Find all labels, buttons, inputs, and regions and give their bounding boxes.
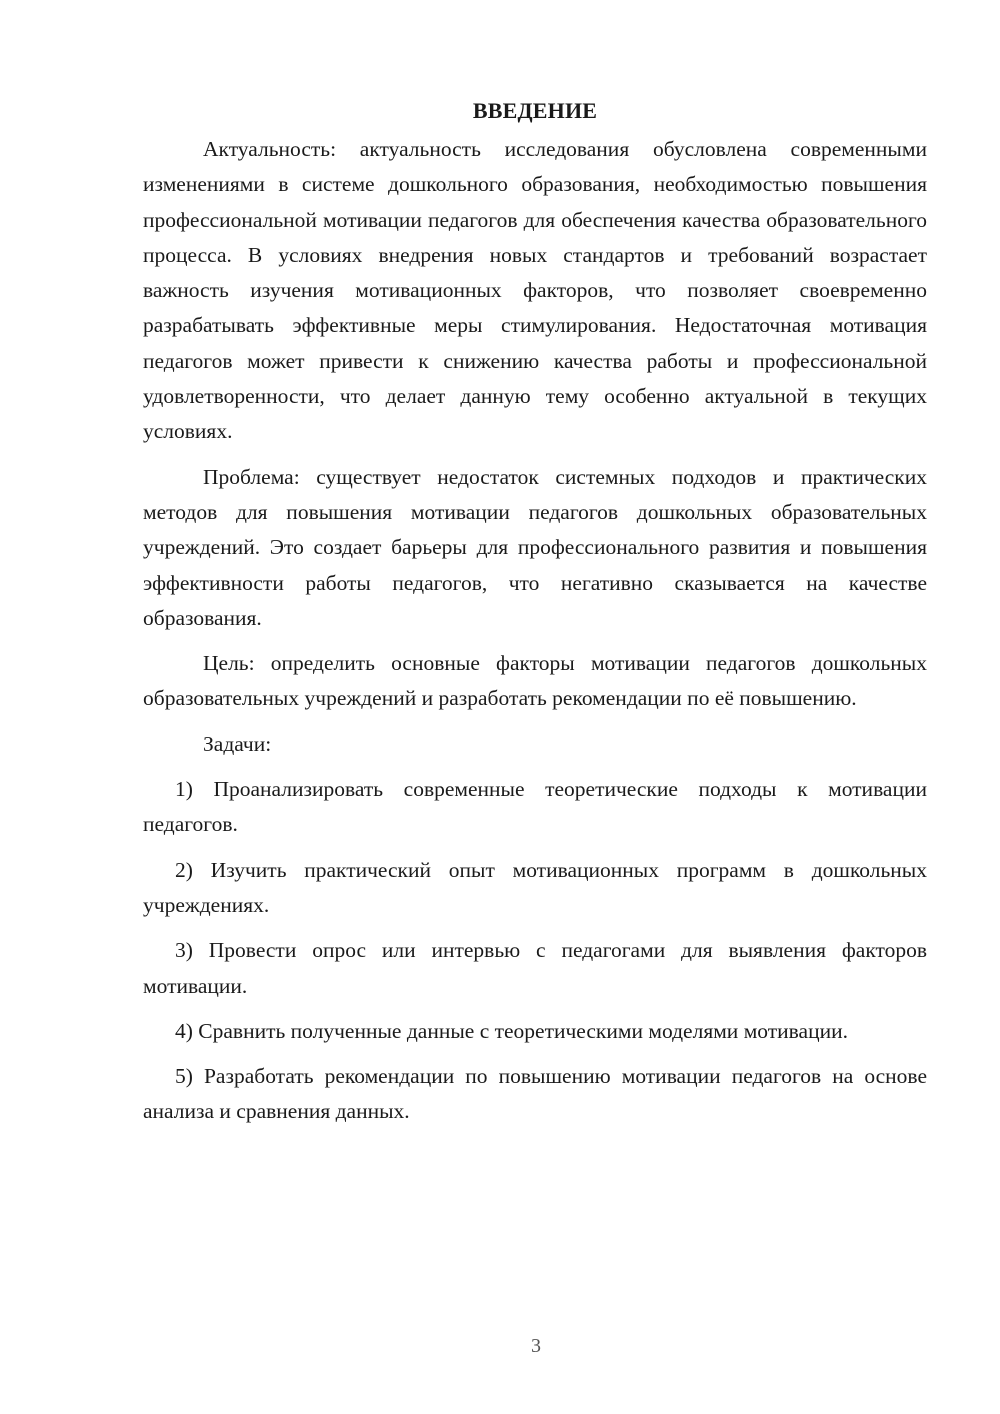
task-item-5: 5) Разработать рекомендации по повышению мотивации педагогов на основе анализа и сравнения данных. <box>143 1064 927 1124</box>
tasks-heading: Задачи: <box>203 731 272 756</box>
page-content <box>143 96 927 1140</box>
task-item-4: 4) Сравнить полученные данные с теоретическими моделями мотивации. <box>175 1018 848 1043</box>
relevance-paragraph: Актуальность: актуальность исследования обусловлена современными изменениями в системе дошкольного образования, необходимостью повышения профессиональной мотивации педагогов для обеспечения качества образовательного процесса. В условиях внедрения новых стандартов и требований возрастает важность изучения мотивационных факторов, что позволяет своевременно разрабатывать эффективные меры стимулирования. Недостаточная мотивация педагогов может привести к снижению качества работы и профессиональной удовлетворенности, что делает данную тему особенно актуальной в текущих условиях. <box>143 137 927 444</box>
task-item-2: 2) Изучить практический опыт мотивационных программ в дошкольных учреждениях. <box>143 857 927 917</box>
task-item-3: 3) Провести опрос или интервью с педагогами для выявления факторов мотивации. <box>143 938 927 998</box>
goal-paragraph: Цель: определить основные факторы мотивации педагогов дошкольных образовательных учреждений и разработать рекомендации по её повышению. <box>143 651 927 711</box>
section-title: ВВЕДЕНИЕ <box>472 98 598 123</box>
page-number: 3 <box>531 1335 541 1357</box>
task-item-1: 1) Проанализировать современные теоретические подходы к мотивации педагогов. <box>143 777 927 837</box>
problem-paragraph: Проблема: существует недостаток системных подходов и практических методов для повышения мотивации педагогов дошкольных образовательных учреждений. Это создает барьеры для профессионального развития и повышения эффективности работы педагогов, что негативно сказывается на качестве образования. <box>143 464 927 630</box>
